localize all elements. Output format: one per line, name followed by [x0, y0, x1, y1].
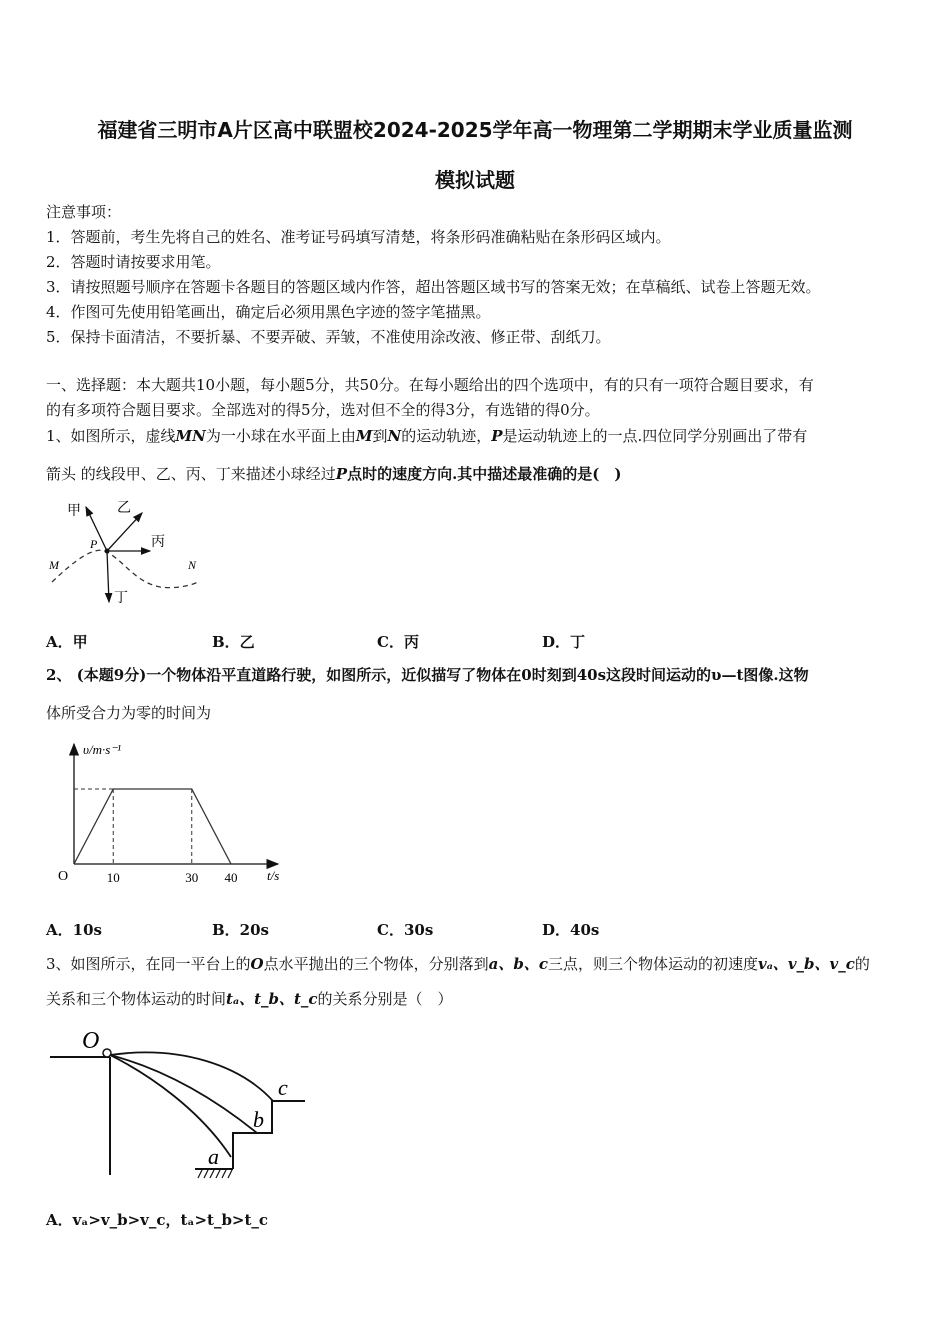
svg-text:b: b	[253, 1107, 264, 1132]
x-tick-label: 10	[106, 870, 120, 885]
q3-text-2: 关系和三个物体运动的时间tₐ、t_b、t_c的关系分别是（ ）	[46, 990, 453, 1008]
svg-text:O: O	[82, 1028, 100, 1054]
q2-vt-chart	[40, 730, 300, 900]
arrow-yi	[107, 513, 142, 551]
q3-figure	[40, 1020, 320, 1190]
q1-figure	[40, 490, 240, 620]
svg-text:丙: 丙	[151, 535, 165, 550]
notice-item: 2．答题时请按要求用笔。	[46, 253, 221, 271]
origin-label: O	[58, 869, 69, 884]
notice-item: 1．答题前，考生先将自己的姓名、准考证号码填写清楚，将条形码准确粘贴在条形码区域内。	[46, 228, 671, 246]
q1-text-2: 箭头 的线段甲、乙、丙、丁来描述小球经过P点时的速度方向.其中描述最准确的是( )	[46, 465, 622, 483]
q2-option-b[interactable]: B．20s	[212, 921, 269, 939]
q2-text-2: 体所受合力为零的时间为	[46, 704, 212, 722]
x-tick-label: 40	[224, 870, 238, 885]
arrow-ding	[107, 551, 109, 602]
notice-item: 3．请按照题号顺序在答题卡各题目的答题区域内作答，超出答题区域书写的答案无效；在草稿纸、试卷上答题无效。	[46, 278, 821, 296]
svg-text:甲: 甲	[67, 504, 81, 519]
q1-option-d[interactable]: D．丁	[542, 633, 586, 651]
q1-text: 1、如图所示，虚线MN为一小球在水平面上由M到N的运动轨迹，P是运动轨迹上的一点.四位同学分别画出了带有	[46, 427, 808, 445]
svg-text:c: c	[278, 1075, 288, 1100]
notice-heading: 注意事项：	[46, 203, 122, 221]
svg-text:N: N	[188, 558, 197, 572]
section-intro: 一、选择题：本大题共10小题，每小题5分，共50分。在每小题给出的四个选项中，有的只有一项符合题目要求，有	[46, 376, 814, 394]
q1-option-c[interactable]: C．丙	[377, 633, 419, 651]
q1-option-b[interactable]: B．乙	[212, 633, 255, 651]
svg-text:M: M	[49, 558, 59, 572]
q2-text: 2、 (本题9分)一个物体沿平直道路行驶，如图所示，近似描写了物体在0时刻到40s这段时间运动的υ—t图像.这物	[46, 666, 809, 684]
q1-option-a[interactable]: A．甲	[46, 633, 88, 651]
vt-line	[74, 789, 231, 864]
q3-option-a[interactable]: A．vₐ>v_b>v_c，tₐ>t_b>t_c	[46, 1211, 269, 1229]
doc-title: 福建省三明市A片区高中联盟校2024-2025学年高一物理第二学期期末学业质量监测	[97, 118, 853, 142]
svg-text:a: a	[208, 1144, 219, 1169]
svg-text:P: P	[90, 537, 98, 551]
q2-option-d[interactable]: D．40s	[542, 921, 600, 939]
notice-item: 4．作图可先使用铅笔画出，确定后必须用黑色字迹的签字笔描黑。	[46, 303, 491, 321]
svg-text:乙: 乙	[117, 501, 131, 516]
q2-option-c[interactable]: C．30s	[377, 921, 434, 939]
x-tick-label: 30	[185, 870, 199, 885]
x-axis-label: t/s	[267, 868, 280, 883]
doc-title-line2: 模拟试题	[435, 168, 515, 192]
section-intro-2: 的有多项符合题目要求。全部选对的得5分，选对但不全的得3分，有选错的得0分。	[46, 401, 600, 419]
notice-item: 5．保持卡面清洁，不要折暴、不要弄破、弄皱，不准使用涂改液、修正带、刮纸刀。	[46, 328, 611, 346]
svg-text:丁: 丁	[114, 591, 128, 606]
q3-text: 3、如图所示，在同一平台上的O点水平抛出的三个物体，分别落到a、b、c三点，则三个物体运动的初速度vₐ、v_b、v_c的	[46, 955, 870, 973]
y-axis-label: υ/m·s⁻¹	[83, 742, 122, 757]
q2-option-a[interactable]: A．10s	[46, 921, 102, 939]
